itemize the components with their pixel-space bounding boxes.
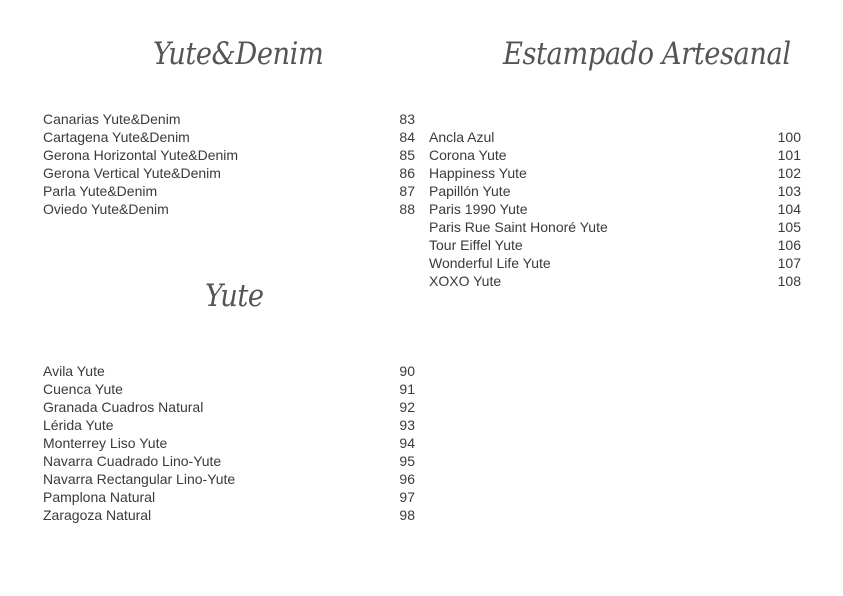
toc-entry-page-number: 83 [399, 111, 415, 127]
toc-entry [43, 488, 415, 506]
toc-entry-page-number: 87 [399, 183, 415, 199]
toc-entry-label: Ancla Azul [429, 129, 495, 145]
toc-entry-label: Avila Yute [43, 363, 105, 379]
toc-entry-label: Papillón Yute [429, 183, 511, 199]
toc-entry-page-number: 86 [399, 165, 415, 181]
toc-entry-label: Navarra Rectangular Lino-Yute [43, 471, 236, 487]
toc-entry [43, 434, 415, 452]
toc-entry [429, 218, 801, 236]
toc-entry [429, 200, 801, 218]
toc-entry [429, 272, 801, 290]
toc-entry-page-number: 93 [399, 417, 415, 433]
toc-entry-page-number: 95 [399, 453, 415, 469]
toc-entry-page-number: 97 [399, 489, 415, 505]
toc-entry-page-number: 85 [399, 147, 415, 163]
toc-entry-label: Paris Rue Saint Honoré Yute [429, 219, 608, 235]
toc-entry-label: Navarra Cuadrado Lino-Yute [43, 453, 222, 469]
toc-entry-label: Cartagena Yute&Denim [43, 129, 190, 145]
section-title-yute-denim: Yute&Denim [153, 36, 324, 72]
toc-entry [429, 236, 801, 254]
toc-entry-label: Wonderful Life Yute [429, 255, 551, 271]
toc-entry-page-number: 100 [777, 129, 801, 145]
toc-entry-label: Gerona Vertical Yute&Denim [43, 165, 221, 181]
toc-entry [429, 128, 801, 146]
toc-entry-label: Parla Yute&Denim [43, 183, 158, 199]
toc-entry [43, 398, 415, 416]
toc-list-yute-denim [43, 110, 415, 218]
toc-entry-label: Monterrey Liso Yute [43, 435, 168, 451]
toc-entry-page-number: 104 [777, 201, 801, 217]
toc-entry [43, 182, 415, 200]
toc-entry-label: Canarias Yute&Denim [43, 111, 181, 127]
toc-entry-page-number: 88 [399, 201, 415, 217]
toc-entry-page-number: 103 [777, 183, 801, 199]
toc-entry [43, 128, 415, 146]
toc-entry-label: Happiness Yute [429, 165, 527, 181]
toc-entry-page-number: 90 [399, 363, 415, 379]
toc-entry-page-number: 92 [399, 399, 415, 415]
toc-entry [43, 362, 415, 380]
toc-entry [43, 110, 415, 128]
toc-entry [429, 254, 801, 272]
toc-entry-page-number: 102 [777, 165, 801, 181]
toc-entry [43, 452, 415, 470]
toc-entry-page-number: 105 [777, 219, 801, 235]
toc-entry [43, 146, 415, 164]
toc-entry-page-number: 94 [399, 435, 415, 451]
section-title-estampado-artesanal: Estampado Artesanal [503, 36, 791, 72]
toc-entry-page-number: 101 [777, 147, 801, 163]
toc-entry-label: Oviedo Yute&Denim [43, 201, 169, 217]
toc-entry-label: Cuenca Yute [43, 381, 123, 397]
toc-entry [43, 164, 415, 182]
toc-entry [43, 380, 415, 398]
toc-entry-label: Corona Yute [429, 147, 507, 163]
toc-entry [429, 146, 801, 164]
toc-entry-label: Tour Eiffel Yute [429, 237, 523, 253]
toc-entry-label: XOXO Yute [429, 273, 502, 289]
toc-entry-label: Granada Cuadros Natural [43, 399, 204, 415]
toc-entry [429, 182, 801, 200]
toc-list-yute [43, 362, 415, 524]
toc-entry [429, 164, 801, 182]
toc-entry-page-number: 106 [777, 237, 801, 253]
toc-entry-page-number: 91 [399, 381, 415, 397]
toc-entry [43, 200, 415, 218]
toc-entry-label: Gerona Horizontal Yute&Denim [43, 147, 239, 163]
toc-entry [43, 416, 415, 434]
toc-entry [43, 506, 415, 524]
toc-entry [43, 470, 415, 488]
toc-entry-label: Pamplona Natural [43, 489, 156, 505]
toc-entry-page-number: 98 [399, 507, 415, 523]
toc-entry-page-number: 96 [399, 471, 415, 487]
toc-entry-page-number: 84 [399, 129, 415, 145]
section-title-yute: Yute [205, 278, 264, 314]
toc-entry-page-number: 108 [777, 273, 801, 289]
toc-entry-label: Paris 1990 Yute [429, 201, 528, 217]
toc-entry-label: Zaragoza Natural [43, 507, 152, 523]
toc-entry-label: Lérida Yute [43, 417, 114, 433]
toc-entry-page-number: 107 [777, 255, 801, 271]
toc-list-estampado-artesanal [429, 128, 801, 290]
